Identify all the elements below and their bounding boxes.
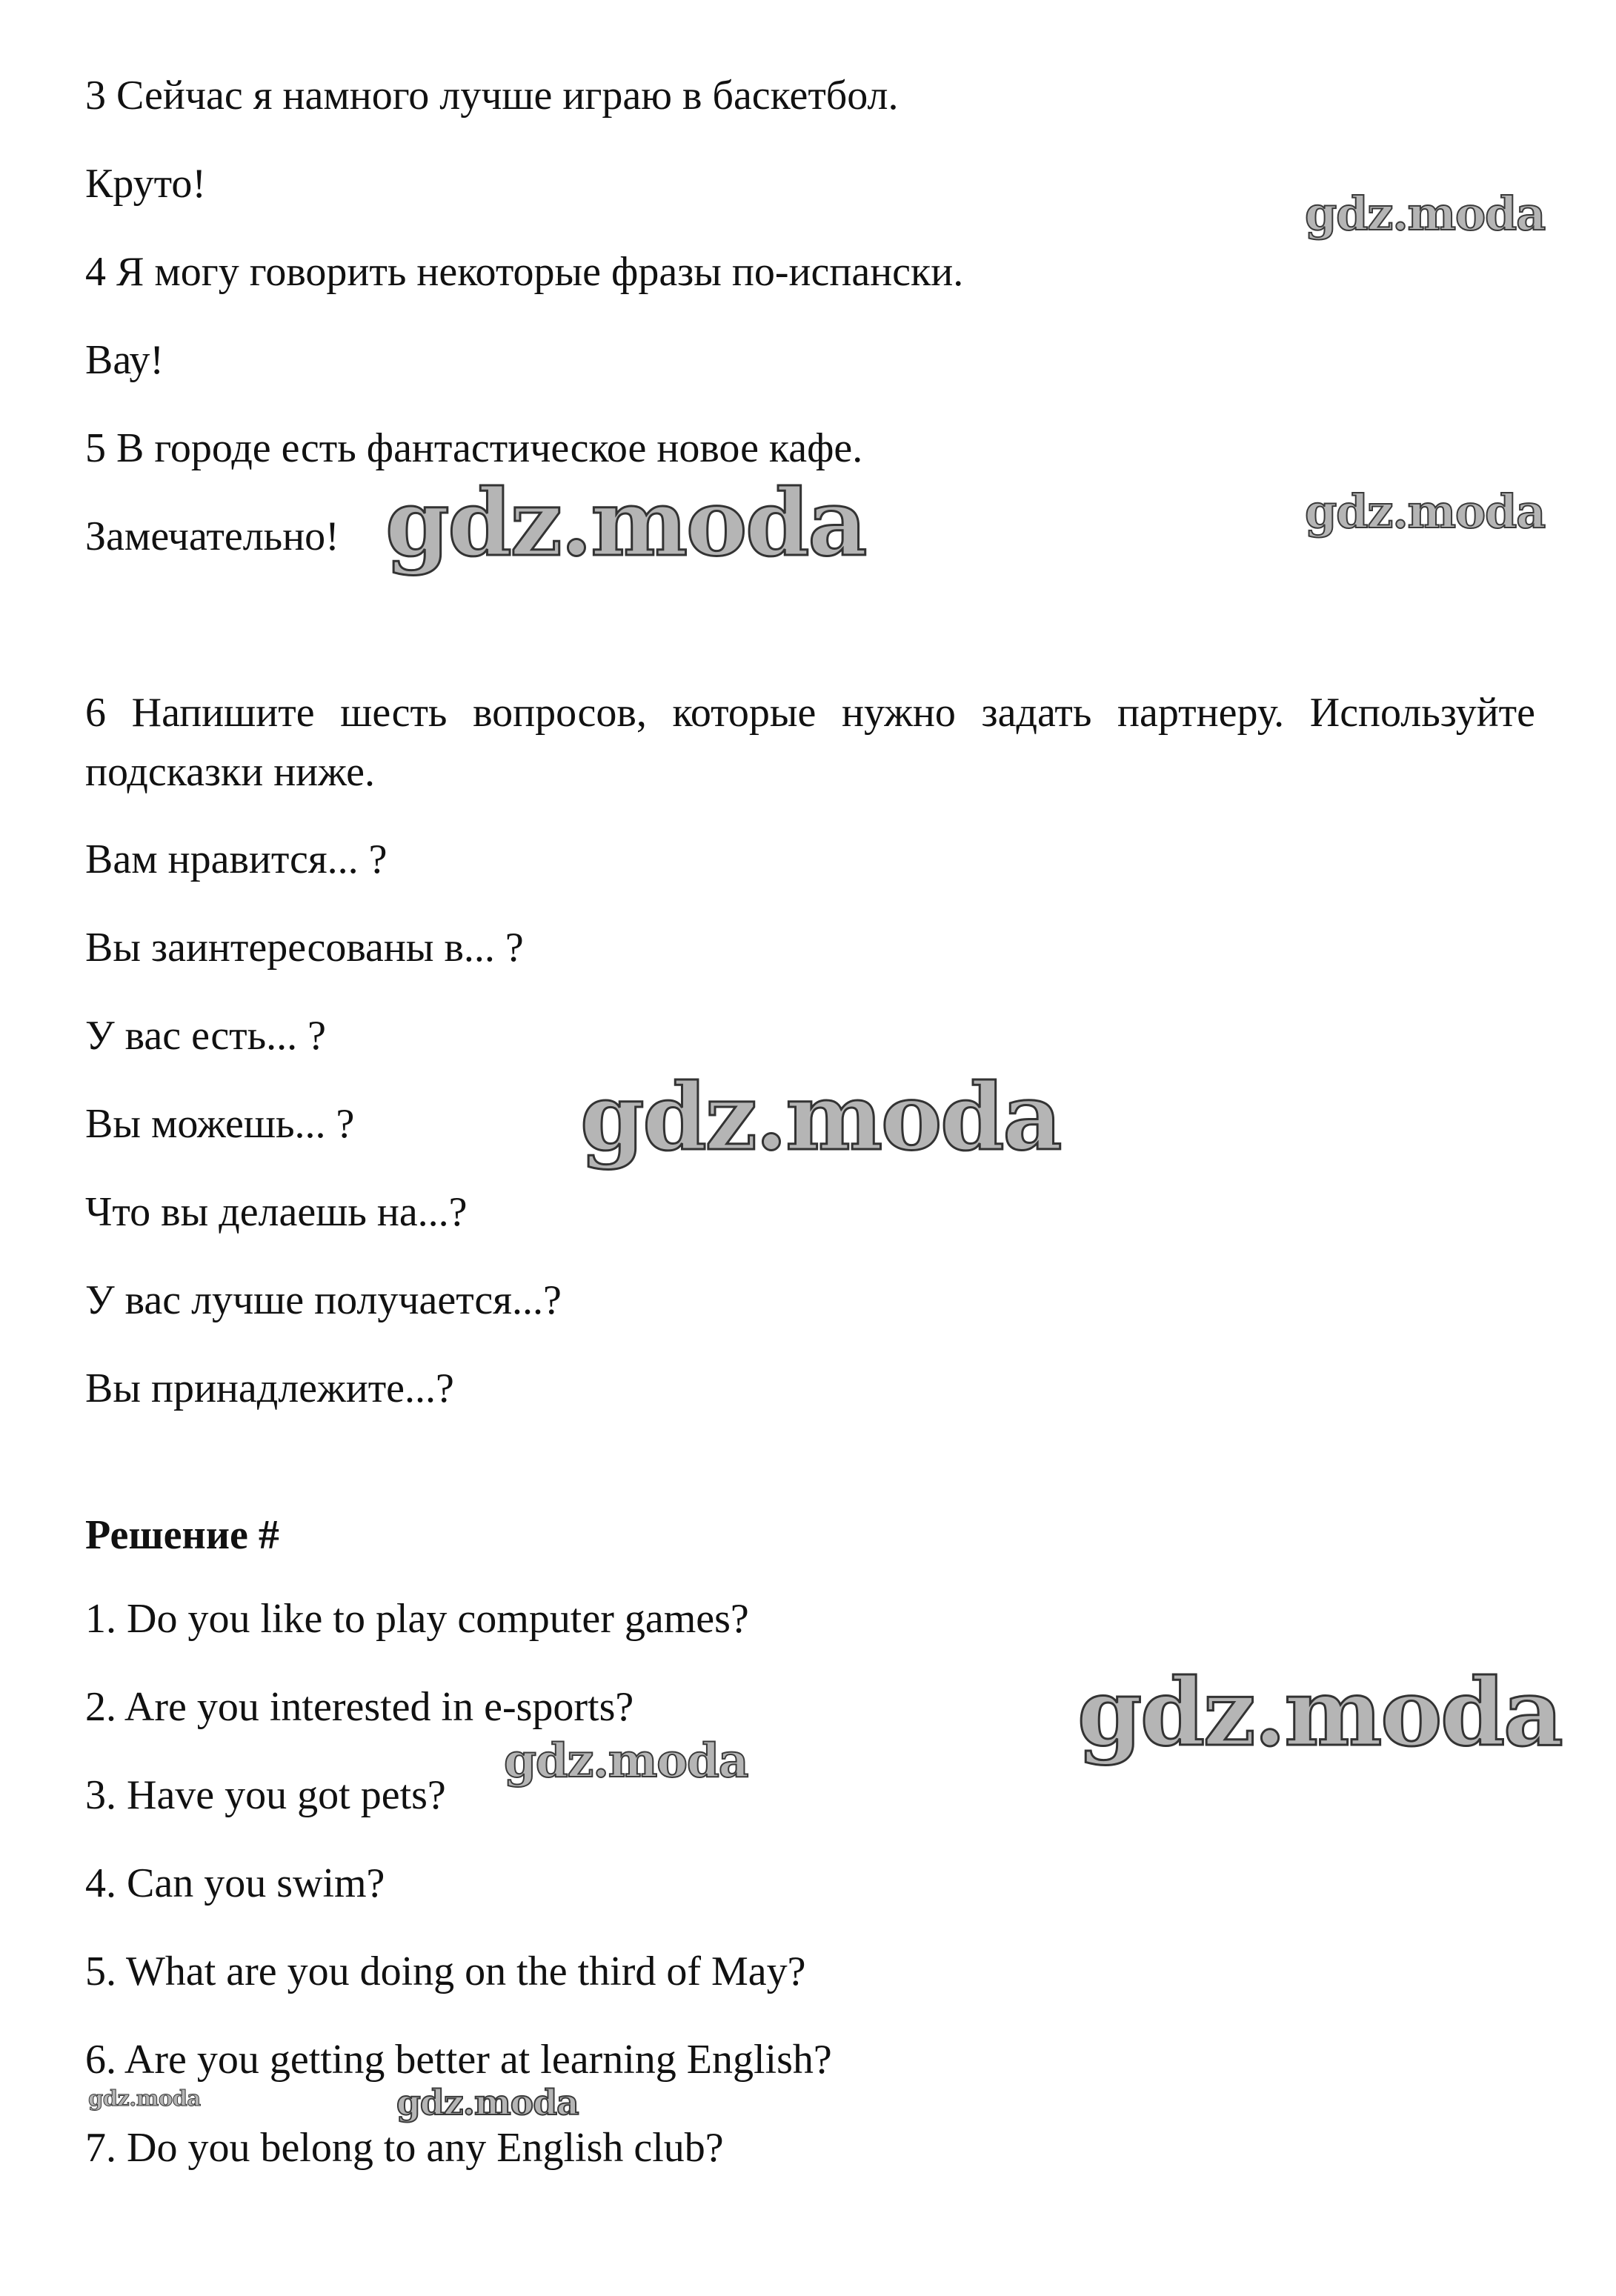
answer-7: 7. Do you belong to any English club? (85, 2125, 724, 2171)
exercise-5-sentence-5: 5 В городе есть фантастическое новое кафе. (85, 425, 863, 471)
prompt-7: Вы принадлежите...? (85, 1365, 454, 1411)
answer-1: 1. Do you like to play computer games? (85, 1596, 749, 1642)
exercise-5-reply-5: Замечательно! (85, 513, 339, 559)
answer-3: 3. Have you got pets? (85, 1772, 446, 1818)
answer-6: 6. Are you getting better at learning English? (85, 2037, 832, 2083)
prompt-6: У вас лучше получается...? (85, 1277, 562, 1323)
answer-5: 5. What are you doing on the third of May? (85, 1949, 806, 1994)
exercise-5-sentence-3: 3 Сейчас я намного лучше играю в баскетбол. (85, 73, 899, 119)
prompt-5: Что вы делаешь на...? (85, 1189, 468, 1235)
prompt-2: Вы заинтересованы в... ? (85, 925, 524, 971)
exercise-5-reply-3: Круто! (85, 161, 206, 207)
prompt-4: Вы можешь... ? (85, 1101, 355, 1147)
exercise-5-sentence-4: 4 Я могу говорить некоторые фразы по-испански. (85, 249, 964, 295)
watermark: gdz.moda (396, 2083, 579, 2123)
watermark: gdz.moda (580, 1064, 1061, 1171)
watermark: gdz.moda (385, 470, 866, 577)
solution-heading: Решение # (85, 1512, 279, 1558)
watermark: gdz.moda (504, 1733, 748, 1788)
prompt-3: У вас есть... ? (85, 1013, 327, 1059)
exercise-6-instruction: 6 Напишите шесть вопросов, которые нужно задать партнеру. Используйте подсказки ниже. (85, 690, 1535, 795)
exercise-5-reply-4: Вау! (85, 337, 164, 383)
watermark: gdz.moda (1305, 485, 1546, 539)
prompt-1: Вам нравится... ? (85, 836, 388, 882)
watermark: gdz.moda (88, 2086, 201, 2111)
watermark: gdz.moda (1305, 187, 1546, 241)
watermark: gdz.moda (1077, 1659, 1562, 1767)
answer-2: 2. Are you interested in e-sports? (85, 1684, 634, 1730)
answer-4: 4. Can you swim? (85, 1860, 385, 1906)
